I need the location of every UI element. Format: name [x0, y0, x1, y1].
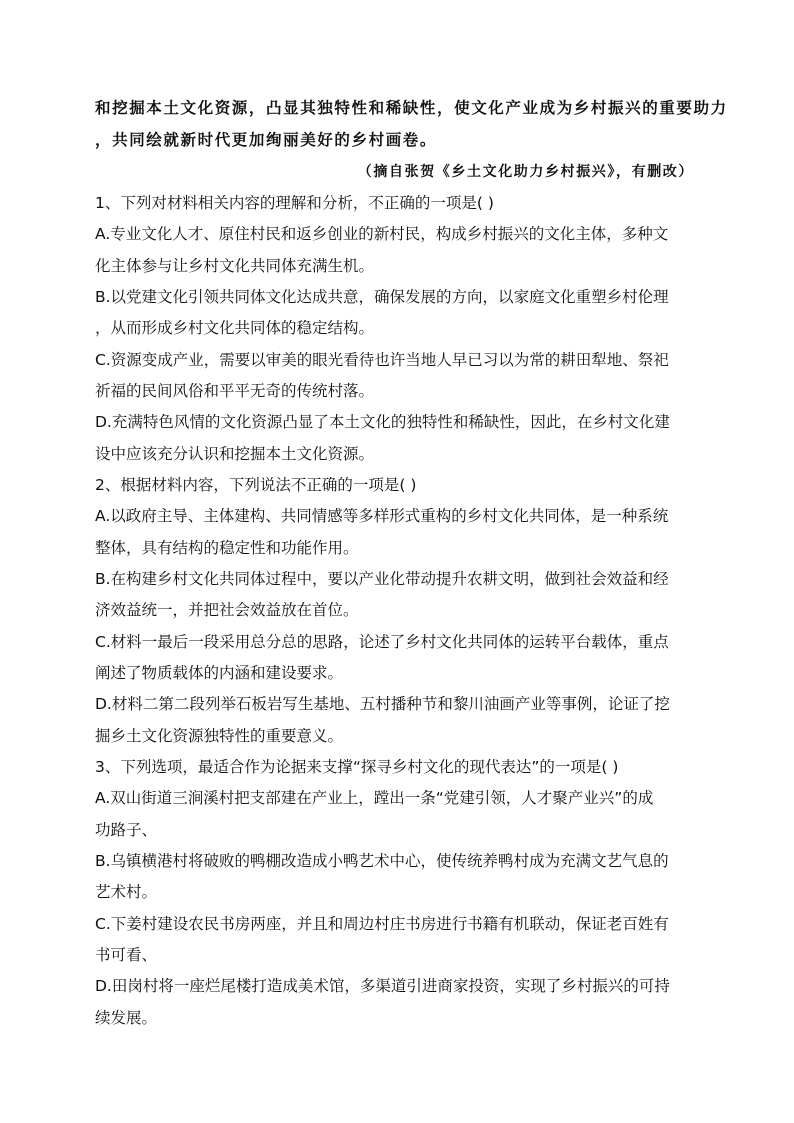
q3-option-c-line-2: 书可看、 — [95, 946, 158, 964]
q3-option-d-line-1: D.田岗村将一座烂尾楼打造成美术馆，多渠道引进商家投资，实现了乡村振兴的可持 — [95, 977, 670, 995]
q1-option-b-line-2: ，从而形成乡村文化共同体的稳定结构。 — [95, 319, 375, 337]
source-citation: （摘自张贺《乡土文化助力乡村振兴》，有删改） — [357, 164, 694, 180]
q1-option-d-line-2: 设中应该充分认识和挖掘本土文化资源。 — [95, 445, 375, 463]
q2-option-c-line-1: C.材料一最后一段采用总分总的思路，论述了乡村文化共同体的运转平台载体，重点 — [95, 633, 669, 651]
q1-option-a-line-1: A.专业文化人才、原住村民和返乡创业的新村民，构成乡村振兴的文化主体，多种文 — [95, 225, 669, 243]
q2-option-a-line-2: 整体，具有结构的稳定性和功能作用。 — [95, 539, 359, 557]
q3-option-c-line-1: C.下姜村建设农民书房两座，并且和周边村庄书房进行书籍有机联动，保证老百姓有 — [95, 915, 669, 933]
q1-option-d-line-1: D.充满特色风情的文化资源凸显了本土文化的独特性和稀缺性，因此，在乡村文化建 — [95, 413, 670, 431]
q3-option-a-line-1: A.双山街道三涧溪村把支部建在产业上，蹚出一条“党建引领，人才聚产业兴”的成 — [95, 789, 654, 807]
q3-option-a-line-2: 功路子、 — [95, 821, 158, 839]
q3-option-b-line-1: B.乌镇横港村将破败的鸭棚改造成小鸭艺术中心，使传统养鸭村成为充满文艺气息的 — [95, 852, 669, 870]
question-3-stem: 3、下列选项，最适合作为论据来支撑“探寻乡村文化的现代表达”的一项是( ) — [95, 758, 619, 776]
q1-option-c-line-2: 祈福的民间风俗和平平无奇的传统村落。 — [95, 382, 375, 400]
q2-option-d-line-1: D.材料二第二段列举石板岩写生基地、五村播种节和黎川油画产业等事例，论证了挖 — [95, 695, 670, 713]
q2-option-b-line-1: B.在构建乡村文化共同体过程中，要以产业化带动提升农耕文明，做到社会效益和经 — [95, 570, 669, 588]
q3-option-d-line-2: 续发展。 — [95, 1009, 158, 1027]
question-2-stem: 2、根据材料内容，下列说法不正确的一项是( ) — [95, 476, 417, 494]
q2-option-b-line-2: 济效益统一，并把社会效益放在首位。 — [95, 601, 359, 619]
q2-option-d-line-2: 掘乡土文化资源独特性的重要意义。 — [95, 727, 344, 745]
q1-option-b-line-1: B.以党建文化引领共同体文化达成共意，确保发展的方向，以家庭文化重塑乡村伦理 — [95, 288, 669, 306]
intro-line-2: ，共同绘就新时代更加绚丽美好的乡村画卷。 — [95, 130, 438, 149]
q3-option-b-line-2: 艺术村。 — [95, 883, 158, 901]
intro-line-1: 和挖掘本土文化资源，凸显其独特性和稀缺性，使文化产业成为乡村振兴的重要助力 — [95, 98, 728, 117]
q1-option-c-line-1: C.资源变成产业，需要以审美的眼光看待也许当地人早已习以为常的耕田犁地、祭祀 — [95, 351, 669, 369]
q1-option-a-line-2: 化主体参与让乡村文化共同体充满生机。 — [95, 257, 375, 275]
q2-option-a-line-1: A.以政府主导、主体建构、共同情感等多样形式重构的乡村文化共同体，是一种系统 — [95, 507, 669, 525]
question-1-stem: 1、下列对材料相关内容的理解和分析，不正确的一项是( ) — [95, 194, 494, 212]
q2-option-c-line-2: 阐述了物质载体的内涵和建设要求。 — [95, 664, 344, 682]
